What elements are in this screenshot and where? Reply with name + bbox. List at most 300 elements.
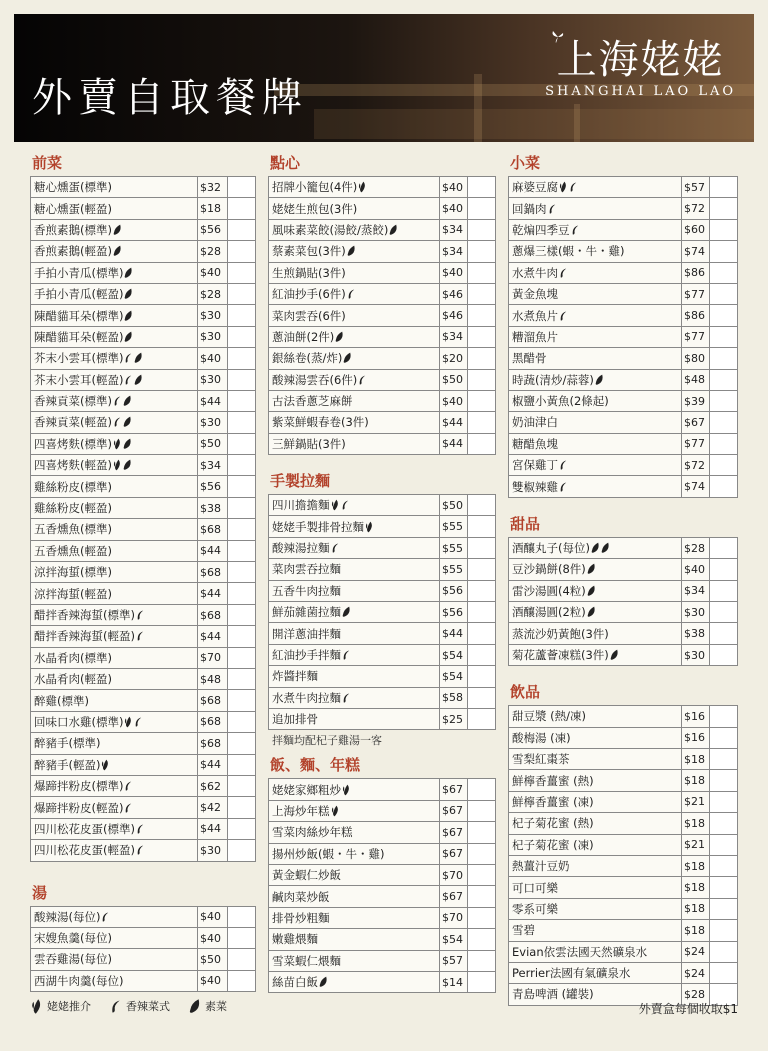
item-name-cell <box>269 779 440 800</box>
quantity-box[interactable] <box>228 970 256 991</box>
item-name-cell <box>31 348 198 369</box>
item-name: 炸醬拌麵 <box>272 669 318 684</box>
quantity-box[interactable] <box>710 369 738 390</box>
item-name-cell <box>269 326 440 347</box>
quantity-box[interactable] <box>710 855 738 876</box>
menu-item-row <box>31 840 256 861</box>
menu-item-row <box>269 198 496 219</box>
menu-item-row <box>269 559 496 580</box>
legend-star-label: 姥姥推介 <box>47 1000 91 1013</box>
leaf-icon <box>342 606 351 618</box>
quantity-box[interactable] <box>468 390 496 411</box>
quantity-box[interactable] <box>710 727 738 748</box>
item-name: 雷沙湯圓(4粒) <box>512 583 586 598</box>
menu-item-row <box>269 886 496 907</box>
item-price: $44 <box>198 583 228 604</box>
quantity-box[interactable] <box>468 971 496 992</box>
quantity-box[interactable] <box>228 562 256 583</box>
item-name: 銀絲卷(蒸/炸) <box>272 351 343 366</box>
quantity-box[interactable] <box>710 644 738 665</box>
menu-item-row <box>509 877 738 898</box>
menu-item-row <box>509 791 738 812</box>
item-name: 宋嫂魚羹(每位) <box>34 931 112 946</box>
chili-icon <box>342 692 351 704</box>
quantity-box[interactable] <box>228 241 256 262</box>
item-name-cell <box>509 920 682 941</box>
quantity-box[interactable] <box>228 305 256 326</box>
menu-item-row <box>509 727 738 748</box>
quantity-box[interactable] <box>228 519 256 540</box>
quantity-box[interactable] <box>710 537 738 558</box>
item-price: $86 <box>682 262 710 283</box>
item-name-cell <box>269 602 440 623</box>
quantity-box[interactable] <box>228 326 256 347</box>
item-name-cell <box>31 970 198 991</box>
quantity-box[interactable] <box>468 779 496 800</box>
item-price: $74 <box>682 476 710 497</box>
item-name-cell <box>31 711 198 732</box>
quantity-box[interactable] <box>228 797 256 818</box>
quantity-box[interactable] <box>228 818 256 839</box>
item-price: $21 <box>682 834 710 855</box>
item-price: $57 <box>440 950 468 971</box>
menu-item-row <box>509 834 738 855</box>
item-name-cell <box>509 241 682 262</box>
item-price: $34 <box>440 219 468 240</box>
item-name: 姥姥生煎包(3件) <box>272 201 358 216</box>
item-price: $30 <box>198 412 228 433</box>
quantity-box[interactable] <box>228 476 256 497</box>
item-price: $68 <box>198 604 228 625</box>
quantity-box[interactable] <box>468 580 496 601</box>
quantity-box[interactable] <box>228 906 256 927</box>
quantity-box[interactable] <box>710 941 738 962</box>
item-price: $50 <box>440 369 468 390</box>
menu-item-row <box>31 433 256 454</box>
item-name: 蔥爆三樣(蝦・牛・雞) <box>512 244 625 259</box>
quantity-box[interactable] <box>228 604 256 625</box>
item-name: 招牌小籠包(4件) <box>272 180 358 195</box>
item-name-cell <box>31 690 198 711</box>
leaf-icon <box>335 331 344 343</box>
item-name-cell <box>31 476 198 497</box>
recommend-icon <box>124 716 133 728</box>
item-name-cell <box>31 326 198 347</box>
quantity-box[interactable] <box>228 690 256 711</box>
soups-table <box>30 906 256 993</box>
item-name-cell <box>509 791 682 812</box>
menu-item-row <box>509 920 738 941</box>
item-name: 爆蹄拌粉皮(標準) <box>34 779 124 794</box>
item-price: $44 <box>198 390 228 411</box>
quantity-box[interactable] <box>710 962 738 983</box>
noodles-note: 拌麵均配杞子雞湯一客 <box>272 734 382 748</box>
quantity-box[interactable] <box>228 455 256 476</box>
quantity-box[interactable] <box>710 177 738 198</box>
item-price: $34 <box>440 241 468 262</box>
item-name-cell <box>509 559 682 580</box>
item-name: 杞子菊花蜜 (熱) <box>512 816 594 831</box>
item-name: 青島啤酒 (罐裝) <box>512 987 594 1002</box>
quantity-box[interactable] <box>228 775 256 796</box>
menu-item-row <box>509 559 738 580</box>
item-name: 排骨炒粗麵 <box>272 910 330 925</box>
leaf-icon <box>113 245 122 257</box>
legend-chili-label: 香辣菜式 <box>126 1000 170 1013</box>
quantity-box[interactable] <box>228 283 256 304</box>
item-name-cell <box>31 906 198 927</box>
quantity-box[interactable] <box>710 898 738 919</box>
item-name: 糟溜魚片 <box>512 329 558 344</box>
quantity-box[interactable] <box>468 843 496 864</box>
quantity-box[interactable] <box>710 920 738 941</box>
item-name-cell <box>269 262 440 283</box>
item-price: $40 <box>198 927 228 948</box>
item-name: 生煎鍋貼(3件) <box>272 265 346 280</box>
quantity-box[interactable] <box>468 433 496 454</box>
drinks-table <box>508 705 738 1005</box>
quantity-box[interactable] <box>468 198 496 219</box>
item-price: $28 <box>682 537 710 558</box>
item-name: 鮮檸香薑蜜 (凍) <box>512 794 594 809</box>
item-name-cell <box>509 941 682 962</box>
quantity-box[interactable] <box>710 241 738 262</box>
item-price: $24 <box>682 941 710 962</box>
quantity-box[interactable] <box>710 455 738 476</box>
menu-item-row <box>31 626 256 647</box>
item-name-cell <box>269 369 440 390</box>
item-name-cell <box>31 519 198 540</box>
quantity-box[interactable] <box>228 711 256 732</box>
item-price: $34 <box>682 580 710 601</box>
quantity-box[interactable] <box>468 559 496 580</box>
item-name-cell <box>31 668 198 689</box>
quantity-box[interactable] <box>468 886 496 907</box>
item-name-cell <box>509 369 682 390</box>
item-price: $18 <box>682 898 710 919</box>
item-name: 上海炒年糕 <box>272 803 330 818</box>
menu-item-row <box>31 711 256 732</box>
quantity-box[interactable] <box>468 666 496 687</box>
item-name: 糖醋魚塊 <box>512 436 558 451</box>
quantity-box[interactable] <box>710 198 738 219</box>
quantity-box[interactable] <box>468 907 496 928</box>
legend-leaf-label: 素菜 <box>205 1000 227 1013</box>
item-name: 四川擔擔麵 <box>272 498 330 513</box>
item-name: 雞絲粉皮(標準) <box>34 479 112 494</box>
item-name: 四喜烤麩(標準) <box>34 436 112 451</box>
item-name-cell <box>509 198 682 219</box>
menu-item-row <box>269 433 496 454</box>
item-name-cell <box>31 733 198 754</box>
item-name-cell <box>269 177 440 198</box>
item-name-cell <box>269 687 440 708</box>
quantity-box[interactable] <box>468 219 496 240</box>
quantity-box[interactable] <box>468 623 496 644</box>
quantity-box[interactable] <box>468 708 496 729</box>
quantity-box[interactable] <box>468 950 496 971</box>
menu-item-row <box>269 348 496 369</box>
quantity-box[interactable] <box>228 840 256 861</box>
item-name-cell <box>31 262 198 283</box>
quantity-box[interactable] <box>710 877 738 898</box>
item-name: 鮮檸香薑蜜 (熱) <box>512 773 594 788</box>
chili-icon <box>342 649 351 661</box>
quantity-box[interactable] <box>228 433 256 454</box>
section-title-dimsum: 點心 <box>270 154 301 172</box>
quantity-box[interactable] <box>228 733 256 754</box>
item-name-cell <box>31 647 198 668</box>
item-name: 回鍋肉 <box>512 201 547 216</box>
item-price: $68 <box>198 711 228 732</box>
item-price: $16 <box>682 727 710 748</box>
item-name: 西湖牛肉羹(每位) <box>34 973 124 988</box>
quantity-box[interactable] <box>710 262 738 283</box>
item-name-cell <box>509 962 682 983</box>
quantity-box[interactable] <box>228 540 256 561</box>
quantity-box[interactable] <box>710 748 738 769</box>
section-title-starters: 前菜 <box>32 154 63 172</box>
leaf-icon <box>610 649 619 661</box>
quantity-box[interactable] <box>228 412 256 433</box>
item-name-cell <box>509 326 682 347</box>
quantity-box[interactable] <box>228 647 256 668</box>
quantity-box[interactable] <box>468 495 496 516</box>
item-name: 水煮牛肉拉麵 <box>272 690 341 705</box>
item-price: $55 <box>440 537 468 558</box>
chili-icon <box>136 630 145 642</box>
quantity-box[interactable] <box>468 241 496 262</box>
item-name-cell <box>31 433 198 454</box>
menu-item-row <box>31 927 256 948</box>
item-price: $40 <box>682 559 710 580</box>
item-name: 四川松花皮蛋(標準) <box>34 821 135 836</box>
quantity-box[interactable] <box>468 800 496 821</box>
item-name: Perrier法國有氣礦泉水 <box>512 966 631 981</box>
item-name-cell <box>509 834 682 855</box>
menu-item-row <box>509 644 738 665</box>
quantity-box[interactable] <box>468 369 496 390</box>
menu-item-row <box>31 668 256 689</box>
item-name-cell <box>509 305 682 326</box>
item-name: 零系可樂 <box>512 901 558 916</box>
item-price: $67 <box>440 779 468 800</box>
menu-item-row <box>509 305 738 326</box>
item-name-cell <box>269 864 440 885</box>
item-name: 杞子菊花蜜 (凍) <box>512 837 594 852</box>
item-name: 紅油抄手拌麵 <box>272 648 341 662</box>
menu-item-row <box>269 580 496 601</box>
quantity-box[interactable] <box>228 927 256 948</box>
item-price: $68 <box>198 519 228 540</box>
menu-item-row <box>509 898 738 919</box>
quantity-box[interactable] <box>710 580 738 601</box>
quantity-box[interactable] <box>228 754 256 775</box>
item-name: 蔥油餅(2件) <box>272 329 335 344</box>
quantity-box[interactable] <box>228 390 256 411</box>
item-name-cell <box>269 241 440 262</box>
quantity-box[interactable] <box>468 262 496 283</box>
quantity-box[interactable] <box>468 348 496 369</box>
quantity-box[interactable] <box>228 348 256 369</box>
quantity-box[interactable] <box>710 412 738 433</box>
quantity-box[interactable] <box>468 822 496 843</box>
item-name-cell <box>509 580 682 601</box>
chili-icon <box>136 609 145 621</box>
item-name-cell <box>509 455 682 476</box>
quantity-box[interactable] <box>468 177 496 198</box>
menu-item-row <box>31 412 256 433</box>
item-name: 芥末小雲耳(輕盈) <box>34 372 124 387</box>
menu-item-row <box>509 580 738 601</box>
item-name-cell <box>31 840 198 861</box>
item-price: $20 <box>440 348 468 369</box>
quantity-box[interactable] <box>228 262 256 283</box>
item-price: $56 <box>440 602 468 623</box>
quantity-box[interactable] <box>710 834 738 855</box>
item-price: $30 <box>198 840 228 861</box>
dishes-table <box>508 176 738 498</box>
item-price: $16 <box>682 706 710 727</box>
quantity-box[interactable] <box>468 644 496 665</box>
item-name: 香煎素鵝(輕盈) <box>34 244 112 259</box>
menu-item-row <box>31 305 256 326</box>
menu-item-row <box>509 326 738 347</box>
item-name: 黑醋骨 <box>512 351 547 366</box>
menu-item-row <box>31 775 256 796</box>
item-name-cell <box>509 390 682 411</box>
item-price: $72 <box>682 455 710 476</box>
item-name-cell <box>31 455 198 476</box>
chili-icon <box>569 181 578 193</box>
leaf-icon <box>189 999 201 1014</box>
item-name: 四川松花皮蛋(輕盈) <box>34 843 135 858</box>
menu-item-row <box>509 348 738 369</box>
quantity-box[interactable] <box>228 369 256 390</box>
quantity-box[interactable] <box>468 516 496 537</box>
item-price: $46 <box>440 305 468 326</box>
quantity-box[interactable] <box>710 219 738 240</box>
quantity-box[interactable] <box>468 283 496 304</box>
item-name-cell <box>509 706 682 727</box>
quantity-box[interactable] <box>468 864 496 885</box>
item-name: 鹹肉菜炒飯 <box>272 889 330 904</box>
item-price: $14 <box>440 971 468 992</box>
item-name: 時蔬(清炒/蒜蓉) <box>512 372 594 387</box>
quantity-box[interactable] <box>710 390 738 411</box>
legend-star <box>30 998 91 1014</box>
recommend-icon <box>365 521 374 533</box>
menu-item-row <box>31 647 256 668</box>
item-name: 姥姥手製排骨拉麵 <box>272 519 364 534</box>
item-name-cell <box>269 412 440 433</box>
quantity-box[interactable] <box>710 813 738 834</box>
menu-item-row <box>269 369 496 390</box>
menu-item-row <box>31 476 256 497</box>
item-name: 涼拌海蜇(輕盈) <box>34 586 112 601</box>
menu-item-row <box>509 962 738 983</box>
quantity-box[interactable] <box>710 791 738 812</box>
item-price: $30 <box>198 326 228 347</box>
item-price: $46 <box>440 283 468 304</box>
quantity-box[interactable] <box>468 602 496 623</box>
menu-item-row <box>269 708 496 729</box>
legend-chili <box>109 998 170 1014</box>
quantity-box[interactable] <box>710 623 738 644</box>
item-name: 醋拌香辣海蜇(標準) <box>34 608 135 622</box>
item-price: $70 <box>440 907 468 928</box>
item-name-cell <box>269 644 440 665</box>
item-name-cell <box>31 412 198 433</box>
quantity-box[interactable] <box>468 929 496 950</box>
menu-item-row <box>31 262 256 283</box>
item-name-cell <box>269 666 440 687</box>
menu-item-row <box>31 540 256 561</box>
item-name-cell <box>31 219 198 240</box>
quantity-box[interactable] <box>228 583 256 604</box>
quantity-box[interactable] <box>228 497 256 518</box>
menu-item-row <box>269 177 496 198</box>
quantity-box[interactable] <box>228 219 256 240</box>
item-name: 酸辣湯拉麵 <box>272 541 330 556</box>
item-price: $62 <box>198 775 228 796</box>
quantity-box[interactable] <box>710 348 738 369</box>
quantity-box[interactable] <box>468 412 496 433</box>
quantity-box[interactable] <box>228 626 256 647</box>
quantity-box[interactable] <box>710 305 738 326</box>
item-name-cell <box>31 497 198 518</box>
item-price: $38 <box>198 497 228 518</box>
chili-icon <box>101 911 110 923</box>
quantity-box[interactable] <box>710 706 738 727</box>
leaf-icon <box>587 563 596 575</box>
leaf-icon <box>347 245 356 257</box>
quantity-box[interactable] <box>710 433 738 454</box>
item-price: $39 <box>682 390 710 411</box>
item-name-cell <box>269 843 440 864</box>
quantity-box[interactable] <box>710 602 738 623</box>
item-name: 雪菜肉絲炒年糕 <box>272 825 353 840</box>
quantity-box[interactable] <box>228 668 256 689</box>
quantity-box[interactable] <box>228 949 256 970</box>
quantity-box[interactable] <box>228 198 256 219</box>
quantity-box[interactable] <box>468 537 496 558</box>
leaf-icon <box>587 585 596 597</box>
menu-column-1 <box>30 150 256 992</box>
item-name-cell <box>31 283 198 304</box>
quantity-box[interactable] <box>228 177 256 198</box>
item-price: $42 <box>198 797 228 818</box>
quantity-box[interactable] <box>710 476 738 497</box>
item-price: $44 <box>440 433 468 454</box>
menu-item-row <box>269 779 496 800</box>
item-price: $58 <box>440 687 468 708</box>
section-title-soups: 湯 <box>32 883 48 902</box>
menu-item-row <box>269 907 496 928</box>
item-name: 菜肉雲吞(6件) <box>272 308 346 323</box>
quantity-box[interactable] <box>710 283 738 304</box>
item-name-cell <box>31 241 198 262</box>
quantity-box[interactable] <box>710 326 738 347</box>
item-price: $30 <box>682 602 710 623</box>
menu-item-row <box>31 348 256 369</box>
quantity-box[interactable] <box>710 559 738 580</box>
quantity-box[interactable] <box>468 687 496 708</box>
quantity-box[interactable] <box>468 326 496 347</box>
quantity-box[interactable] <box>468 305 496 326</box>
section-title-rice: 飯、麵、年糕 <box>270 756 361 775</box>
quantity-box[interactable] <box>710 770 738 791</box>
